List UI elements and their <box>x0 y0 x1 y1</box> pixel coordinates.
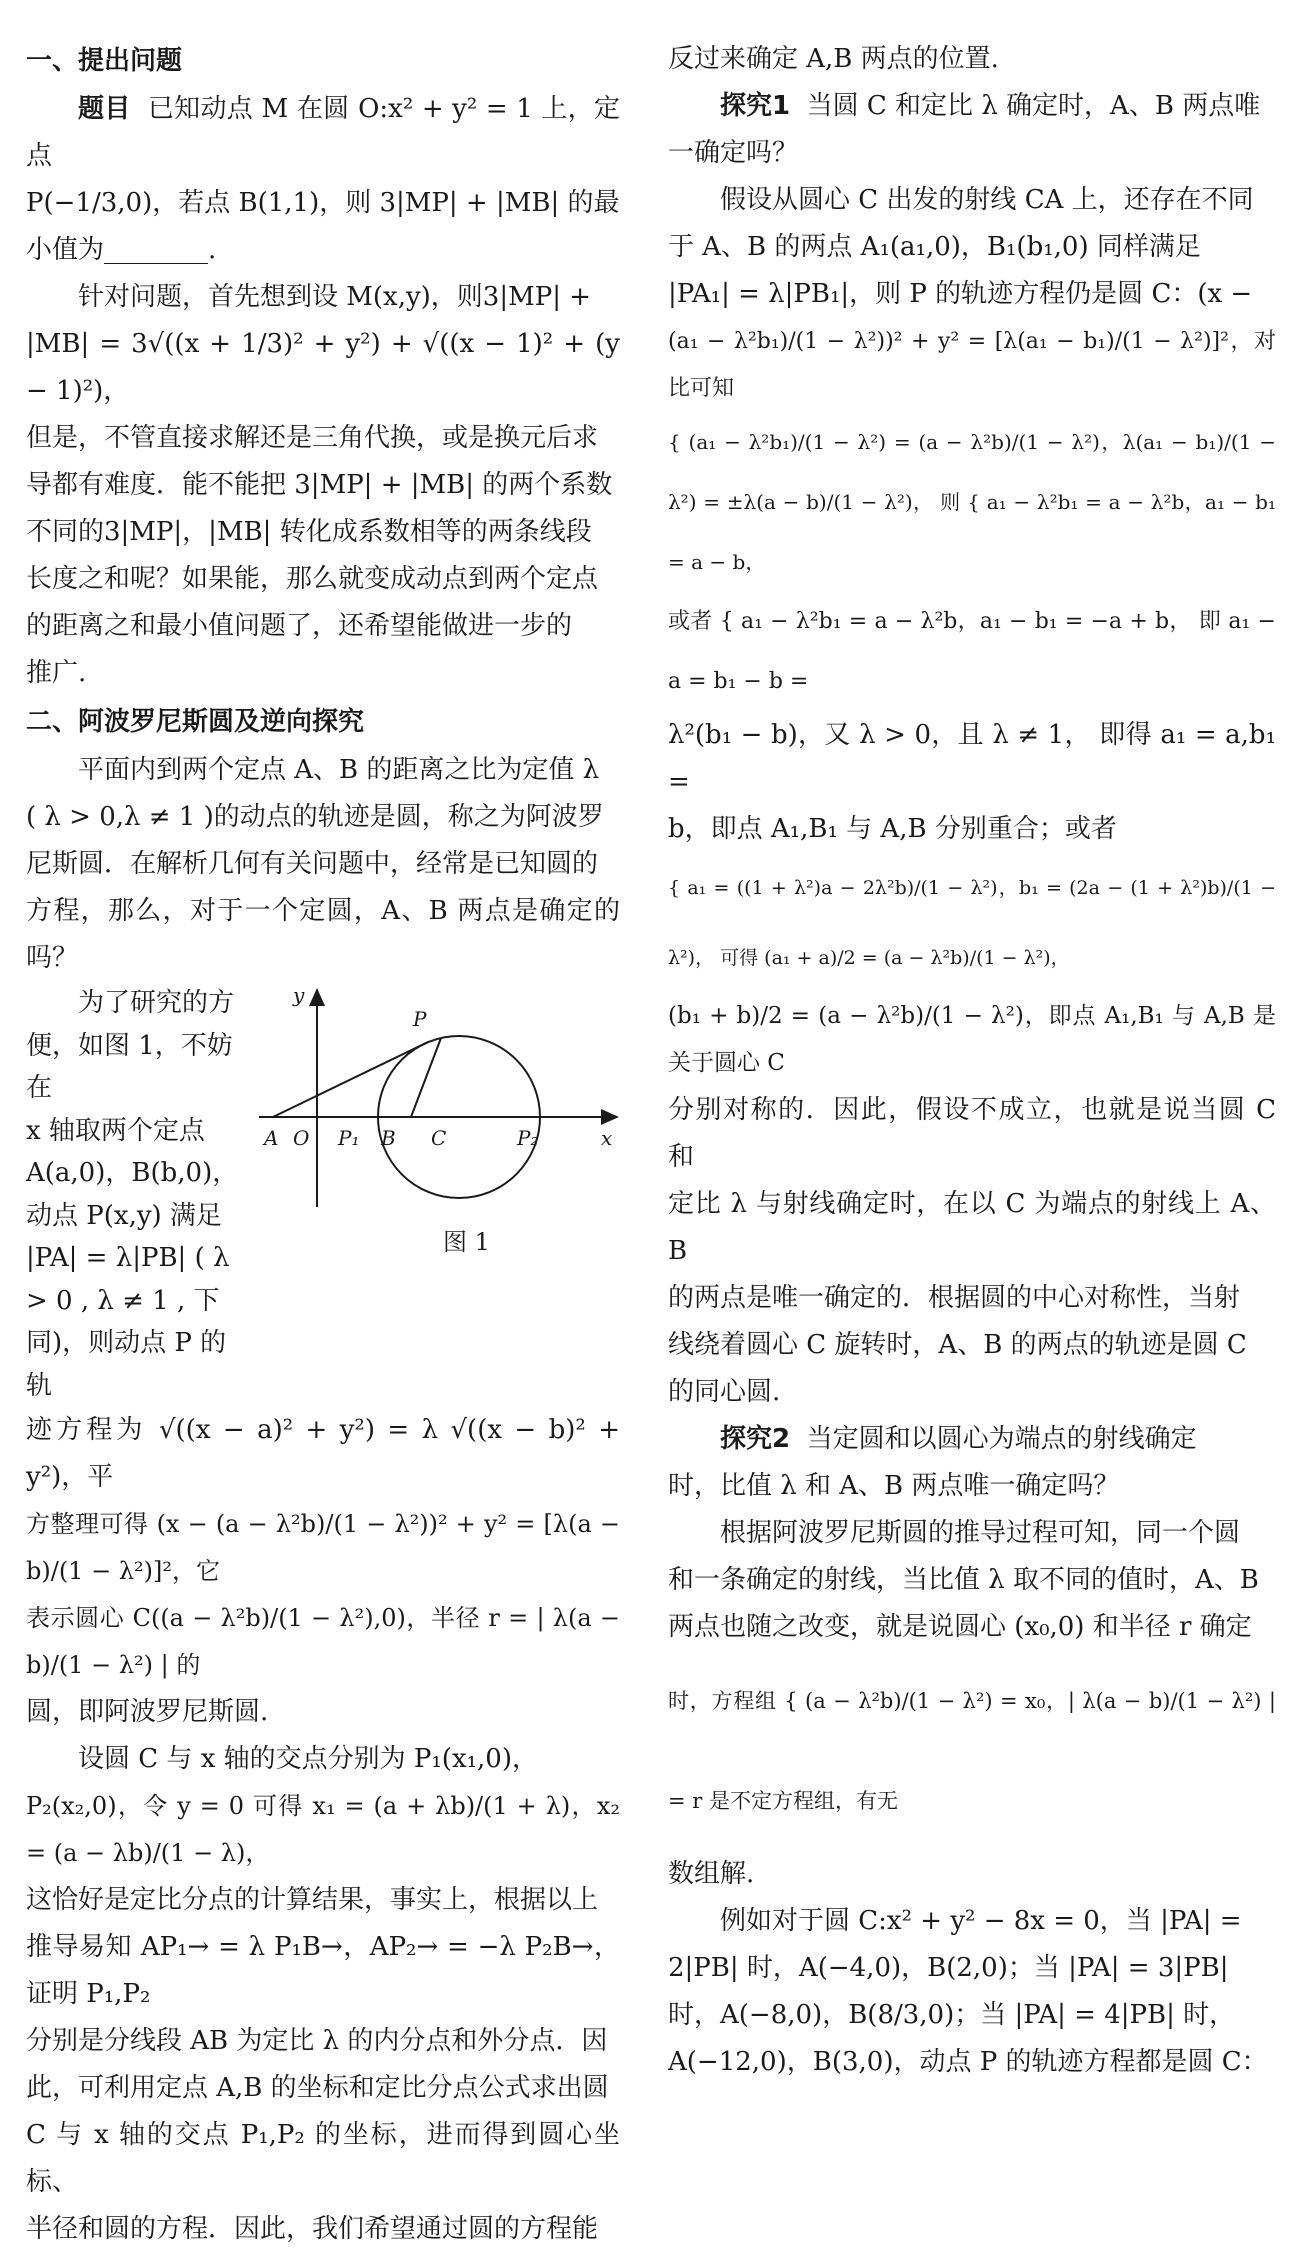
para4-line: 设圆 C 与 x 轴的交点分别为 P₁(x₁,0)， <box>78 1744 538 1774</box>
label-x: x <box>601 1126 613 1150</box>
para1-line: 的距离之和最小值问题了，还希望能做进一步的 <box>26 611 573 641</box>
para2-line: 平面内到两个定点 A、B 的距离之比为定值 λ <box>78 755 600 785</box>
para6-line: 数组解. <box>668 1859 755 1889</box>
para5-line: 的同心圆. <box>668 1377 781 1407</box>
explore1-text: 当圆 C 和定比 λ 确定时，A、B 两点唯 <box>806 91 1261 121</box>
para4-line: P₂(x₂,0)，令 y = 0 可得 x₁ = (a + λb)/(1 + λ)，x₂ = (a − λb)/(1 − λ)， <box>26 1792 620 1867</box>
right-column <box>668 36 1276 2086</box>
right-line-0: 反过来确定 A,B 两点的位置. <box>668 44 999 74</box>
para5-line: b，即点 A₁,B₁ 与 A,B 分别重合；或者 <box>668 814 1117 844</box>
fig-text-line: 动点 P(x,y) 满足 <box>26 1200 222 1231</box>
para4-line: 推导易知 AP₁→ = λ P₁B→，AP₂→ = −λ P₂B→，证明 P₁,P₂ <box>26 1932 620 2009</box>
label-C: C <box>431 1126 447 1150</box>
para4-line: 这恰好是定比分点的计算结果，事实上，根据以上 <box>26 1885 599 1915</box>
problem-text: 已知动点 M 在圆 O:x² + y² = 1 上，定点 <box>26 94 620 171</box>
para7-line: A(−12,0)，B(3,0)，动点 P 的轨迹方程都是圆 C： <box>668 2047 1268 2077</box>
para7-line: 时，A(−8,0)，B(8/3,0)；当 |PA| = 4|PB| 时， <box>668 2000 1236 2030</box>
label-y: y <box>293 983 305 1007</box>
explore2-line-1: 时，比值 λ 和 A、B 两点唯一确定吗？ <box>668 1471 1120 1501</box>
para6-line: 根据阿波罗尼斯圆的推导过程可知，同一个圆 <box>720 1518 1241 1548</box>
figure-row <box>26 982 620 1407</box>
section-heading-1: 一、提出问题 <box>26 46 183 76</box>
label-P: P <box>413 1007 427 1031</box>
para7-line: 例如对于圆 C:x² + y² − 8x = 0，当 |PA| = <box>720 1906 1242 1936</box>
explore1-line-0 <box>668 83 1276 130</box>
fig-text-line: |PA| = λ|PB| ( λ <box>26 1243 230 1273</box>
fig-text-line: A(a,0)，B(b,0)， <box>26 1158 239 1188</box>
para3-line: 迹方程为 √((x − a)² + y²) = λ √((x − b)² + y²)，平 <box>26 1415 620 1492</box>
para5-line: 于 A、B 的两点 A₁(a₁,0)，B₁(b₁,0) 同样满足 <box>668 232 1201 262</box>
explore1-line-1: 一确定吗？ <box>668 138 799 168</box>
para2-line: 方程，那么，对于一个定圆，A、B 两点是确定的吗？ <box>26 896 620 973</box>
para1-line: 长度之和呢？如果能，那么就变成动点到两个定点 <box>26 564 599 594</box>
label-P2: P₂ <box>517 1126 539 1150</box>
para2-line: 尼斯圆．在解析几何有关问题中，经常是已知圆的 <box>26 849 599 879</box>
label-A: A <box>264 1126 279 1150</box>
figure-1 <box>251 982 620 1407</box>
problem-label: 题目 <box>78 94 131 124</box>
para1-line: 推广. <box>26 658 87 688</box>
para5-line: (b₁ + b)/2 = (a − λ²b)/(1 − λ²)，即点 A₁,B₁ 与 A,B 是关于圆心 C <box>668 1003 1276 1076</box>
figure-side-text <box>26 982 251 1407</box>
para5-system-1: { (a₁ − λ²b₁)/(1 − λ²) = (a − λ²b)/(1 − λ²)，λ(a₁ − b₁)/(1 − λ²) = ±λ(a − b)/(1 − λ²)， 则 { a₁ − λ²b₁ = a − λ²b，a₁ − b₁ = a − b， <box>668 430 1276 574</box>
left-column <box>26 36 620 2253</box>
figure-caption: 图 1 <box>443 1228 490 1256</box>
para5-line: λ²(b₁ − b)，又 λ > 0，且 λ ≠ 1， 即得 a₁ = a,b₁ = <box>668 720 1276 797</box>
label-O: O <box>293 1126 310 1150</box>
para5-line: 分别对称的．因此，假设不成立，也就是说当圆 C 和 <box>668 1095 1276 1172</box>
explore2-text: 当定圆和以圆心为端点的射线确定 <box>806 1424 1197 1454</box>
para5-line: 的两点是唯一确定的．根据圆的中心对称性，当射 <box>668 1283 1241 1313</box>
apollonius-circle-diagram <box>251 982 620 1282</box>
label-P1: P₁ <box>338 1126 360 1150</box>
fig-text-line: 同)，则动点 P 的轨 <box>26 1328 227 1401</box>
para5-line: 假设从圆心 C 出发的射线 CA 上，还存在不同 <box>720 185 1254 215</box>
fig-text-line: 便，如图 1，不妨在 <box>26 1030 233 1103</box>
fig-text-line: x 轴取两个定点 <box>26 1115 205 1146</box>
section-heading-2: 二、阿波罗尼斯圆及逆向探究 <box>26 707 365 737</box>
para7-line: 2|PB| 时，A(−4,0)，B(2,0)；当 |PA| = 3|PB| <box>668 1953 1229 1983</box>
problem-line-1: P(−1/3,0)，若点 B(1,1)，则 3|MP| + |MB| 的最 <box>26 188 620 218</box>
problem-line-0 <box>26 86 620 180</box>
fig-text-line: > 0 , λ ≠ 1 , 下 <box>26 1285 220 1316</box>
para3-line: 圆，即阿波罗尼斯圆. <box>26 1697 269 1727</box>
segment-PA <box>273 1042 428 1117</box>
explore1-label: 探究1 <box>720 91 791 121</box>
para2-line: ( λ > 0,λ ≠ 1 )的动点的轨迹是圆，称之为阿波罗 <box>26 802 604 832</box>
para1-line: 针对问题，首先想到设 M(x,y)，则3|MP| + <box>78 282 592 312</box>
para6-line: 和一条确定的射线，当比值 λ 取不同的值时，A、B <box>668 1565 1259 1595</box>
para3-line: 表示圆心 C((a − λ²b)/(1 − λ²),0)，半径 r = | λ(a − b)/(1 − λ²) | 的 <box>26 1604 620 1679</box>
para5-line: (a₁ − λ²b₁)/(1 − λ²))² + y² = [λ(a₁ − b₁)/(1 − λ²)]²，对比可知 <box>668 329 1276 401</box>
para5-system-2: 或者 { a₁ − λ²b₁ = a − λ²b，a₁ − b₁ = −a + b， 即 a₁ − a = b₁ − b = <box>668 609 1276 694</box>
para1-line: |MB| = 3√((x + 1/3)² + y²) + √((x − 1)² + (y − 1)²)， <box>26 329 620 406</box>
fig-text-line: 为了研究的方 <box>78 988 235 1018</box>
label-B: B <box>381 1126 396 1150</box>
para4-line: 半径和圆的方程．因此，我们希望通过圆的方程能 <box>26 2214 599 2244</box>
para5-line: 线绕着圆心 C 旋转时，A、B 的两点的轨迹是圆 C <box>668 1330 1247 1360</box>
para1-line: 导都有难度．能不能把 3|MP| + |MB| 的两个系数 <box>26 470 613 500</box>
para5-line: 定比 λ 与射线确定时，在以 C 为端点的射线上 A、B <box>668 1189 1276 1266</box>
para5-system-3: { a₁ = ((1 + λ²)a − 2λ²b)/(1 − λ²)，b₁ = (2a − (1 + λ²)b)/(1 − λ²)， 可得 (a₁ + a)/2 = (a − λ²b)/(1 − λ²)， <box>668 877 1276 969</box>
para6-line: 两点也随之改变，就是说圆心 (x₀,0) 和半径 r 确定 <box>668 1612 1252 1642</box>
para5-line: |PA₁| = λ|PB₁|，则 P 的轨迹方程仍是圆 C：(x − <box>668 279 1253 309</box>
para4-line: 此，可利用定点 A,B 的坐标和定比分点公式求出圆 <box>26 2073 609 2103</box>
explore2-label: 探究2 <box>720 1424 791 1454</box>
para3-line: 方整理可得 (x − (a − λ²b)/(1 − λ²))² + y² = [λ(a − b)/(1 − λ²)]²，它 <box>26 1510 620 1585</box>
problem-line-2: 小值为________. <box>26 235 217 265</box>
para1-line: 不同的3|MP|，|MB| 转化成系数相等的两条线段 <box>26 517 592 547</box>
para6-system: 时，方程组 { (a − λ²b)/(1 − λ²) = x₀，| λ(a − b)/(1 − λ²) | = r 是不定方程组，有无 <box>668 1689 1276 1813</box>
para4-line: C 与 x 轴的交点 P₁,P₂ 的坐标，进而得到圆心坐标、 <box>26 2120 620 2197</box>
explore2-line-0 <box>668 1416 1276 1463</box>
para4-line: 分别是分线段 AB 为定比 λ 的内分点和外分点．因 <box>26 2026 608 2056</box>
para1-line: 但是，不管直接求解还是三角代换，或是换元后求 <box>26 423 599 453</box>
